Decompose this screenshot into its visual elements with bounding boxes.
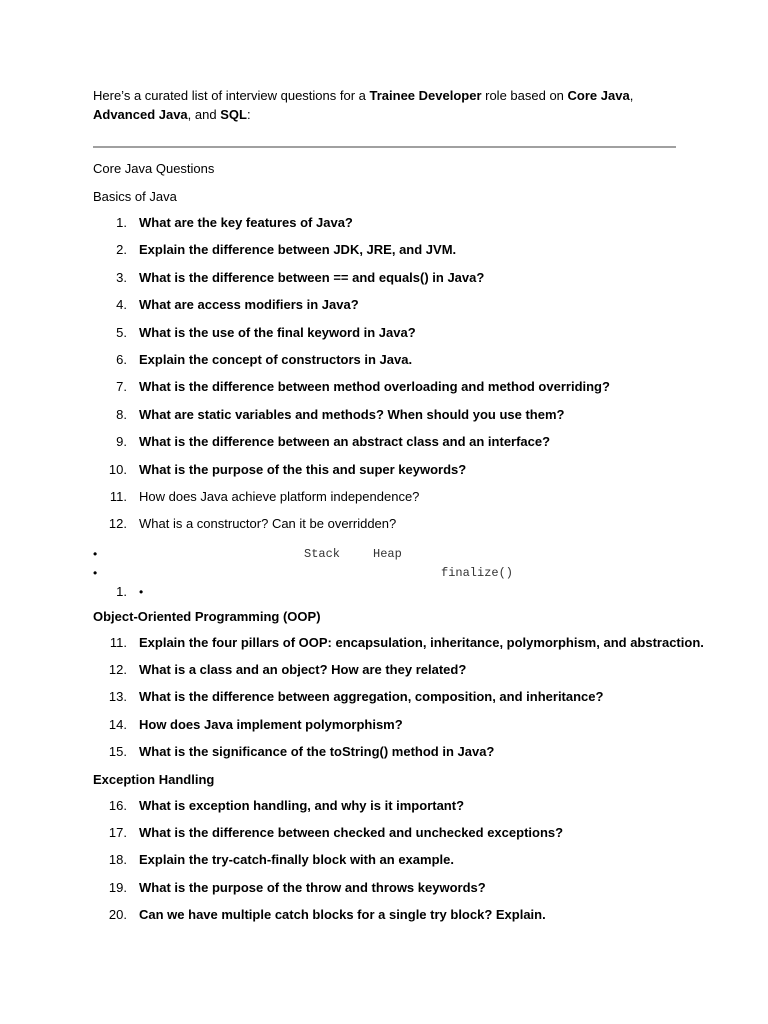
list-item: [93, 661, 683, 688]
sub-bullet: •: [139, 584, 144, 599]
list-item: [93, 688, 683, 715]
list-item-number: 19.: [108, 879, 127, 895]
list-item-text: What is a class and an object? How are they related?: [139, 662, 467, 678]
bullet-1: •: [93, 546, 98, 561]
intro-text-5: :: [246, 107, 251, 122]
list-item: [93, 324, 683, 351]
list-item-text: What is the difference between an abstract class and an interface?: [139, 434, 551, 450]
list-item-text: What are static variables and methods? When should you use them?: [139, 406, 565, 422]
list-item-text: What are the key features of Java?: [139, 215, 353, 230]
list-item-number: 8.: [116, 406, 127, 422]
list-item-text: Explain the four pillars of OOP: encapsulation, inheritance, polymorphism, and abstraction.: [139, 634, 704, 650]
list-item: [93, 351, 683, 378]
basics-question-list: [93, 214, 683, 543]
list-item: [93, 461, 683, 488]
list-item-number: 7.: [116, 379, 127, 395]
list-item: [93, 797, 683, 824]
intro-text-4: , and: [187, 107, 221, 122]
heap-code: Heap: [373, 546, 402, 561]
list-item-text: Explain the try-catch-finally block with an example.: [139, 852, 454, 868]
intro-core-java: Core Java: [567, 88, 630, 103]
list-item: [93, 433, 683, 460]
list-item-text: Can we have multiple catch blocks for a single try block? Explain.: [139, 907, 546, 923]
list-item-number: 13.: [108, 689, 127, 705]
finalize-code: finalize(): [441, 565, 514, 580]
bullet-line-1: [93, 545, 683, 564]
list-item: [93, 743, 683, 770]
bullet-line-3: [93, 583, 683, 602]
list-item: [93, 824, 683, 851]
list-item-text: What is the difference between method overloading and method overriding?: [139, 379, 610, 395]
list-item-number: 18.: [108, 852, 127, 868]
list-item: [93, 269, 683, 296]
list-item-text: What is exception handling, and why is it important?: [139, 797, 465, 813]
list-item: [93, 634, 704, 661]
list-item: [93, 906, 683, 933]
list-item: [93, 488, 683, 515]
intro-role: Trainee Developer: [369, 88, 482, 103]
intro-advanced-java: Advanced Java: [93, 107, 188, 122]
exception-heading: Exception Handling: [93, 771, 215, 787]
oop-heading: Object-Oriented Programming (OOP): [93, 608, 321, 624]
list-item-text: What is the purpose of the this and super keywords?: [139, 461, 467, 477]
list-item-text: How does Java achieve platform independence?: [139, 488, 420, 504]
list-item-text: Explain the concept of constructors in Java.: [139, 351, 413, 367]
list-item-number: 12.: [108, 662, 127, 678]
intro-paragraph: [93, 86, 683, 124]
oop-question-list: [93, 634, 704, 771]
list-item-text: What is the use of the final keyword in Java?: [139, 324, 416, 340]
list-item: [93, 296, 683, 323]
list-item-number: 12.: [108, 516, 127, 532]
list-item: [93, 406, 683, 433]
stack-code: Stack: [304, 546, 341, 561]
list-item: [93, 515, 683, 542]
list-item: [93, 214, 683, 241]
list-item-number: 10.: [108, 461, 127, 477]
list-item-number: 11.: [109, 488, 127, 504]
list-item: [93, 716, 683, 743]
exception-question-list: [93, 797, 683, 934]
list-item-number: 5.: [116, 324, 127, 340]
list-item-number: 20.: [108, 907, 127, 923]
list-item-number: 17.: [108, 825, 127, 841]
list-item: [93, 851, 683, 878]
list-item: [93, 879, 683, 906]
list-item-number: 11.: [109, 634, 127, 650]
list-item-text: Explain the difference between JDK, JRE, and JVM.: [139, 242, 457, 258]
list-item: [93, 378, 683, 405]
list-item-number: 14.: [108, 716, 127, 732]
list-item-number: 15.: [108, 744, 127, 760]
list-item-number: 1.: [116, 215, 127, 230]
bullet-2: •: [93, 565, 98, 580]
list-item-text: What is the difference between == and equals() in Java?: [139, 269, 485, 285]
list-item-text: What is a constructor? Can it be overridden?: [139, 516, 397, 532]
intro-text-2: role based on: [481, 88, 568, 103]
list-item-text: How does Java implement polymorphism?: [139, 716, 403, 732]
core-java-heading: Core Java Questions: [93, 161, 215, 176]
list-item-number: 3.: [116, 269, 127, 285]
intro-sql: SQL: [220, 107, 247, 122]
list-item-text: What is the significance of the toString() method in Java?: [139, 744, 495, 760]
intro-text-1: Here’s a curated list of interview questions for a: [93, 88, 370, 103]
list-item-text: What is the difference between aggregation, composition, and inheritance?: [139, 689, 604, 705]
intro-text-3: ,: [629, 88, 634, 103]
document-page: [93, 86, 704, 934]
list-item-number: 9.: [116, 434, 127, 450]
bullet-line-2: [93, 564, 683, 583]
list-item-number: 2.: [116, 242, 127, 258]
basics-heading: Basics of Java: [93, 189, 177, 204]
list-item-number: 16.: [108, 797, 127, 813]
list-item-text: What is the purpose of the throw and throws keywords?: [139, 879, 486, 895]
list-item: [93, 241, 683, 268]
list-item-number: 4.: [116, 297, 127, 313]
sub-list-number: 1.: [116, 583, 127, 599]
list-item-text: What is the difference between checked and unchecked exceptions?: [139, 825, 564, 841]
list-item-text: What are access modifiers in Java?: [139, 297, 359, 313]
list-item-number: 6.: [116, 351, 127, 367]
